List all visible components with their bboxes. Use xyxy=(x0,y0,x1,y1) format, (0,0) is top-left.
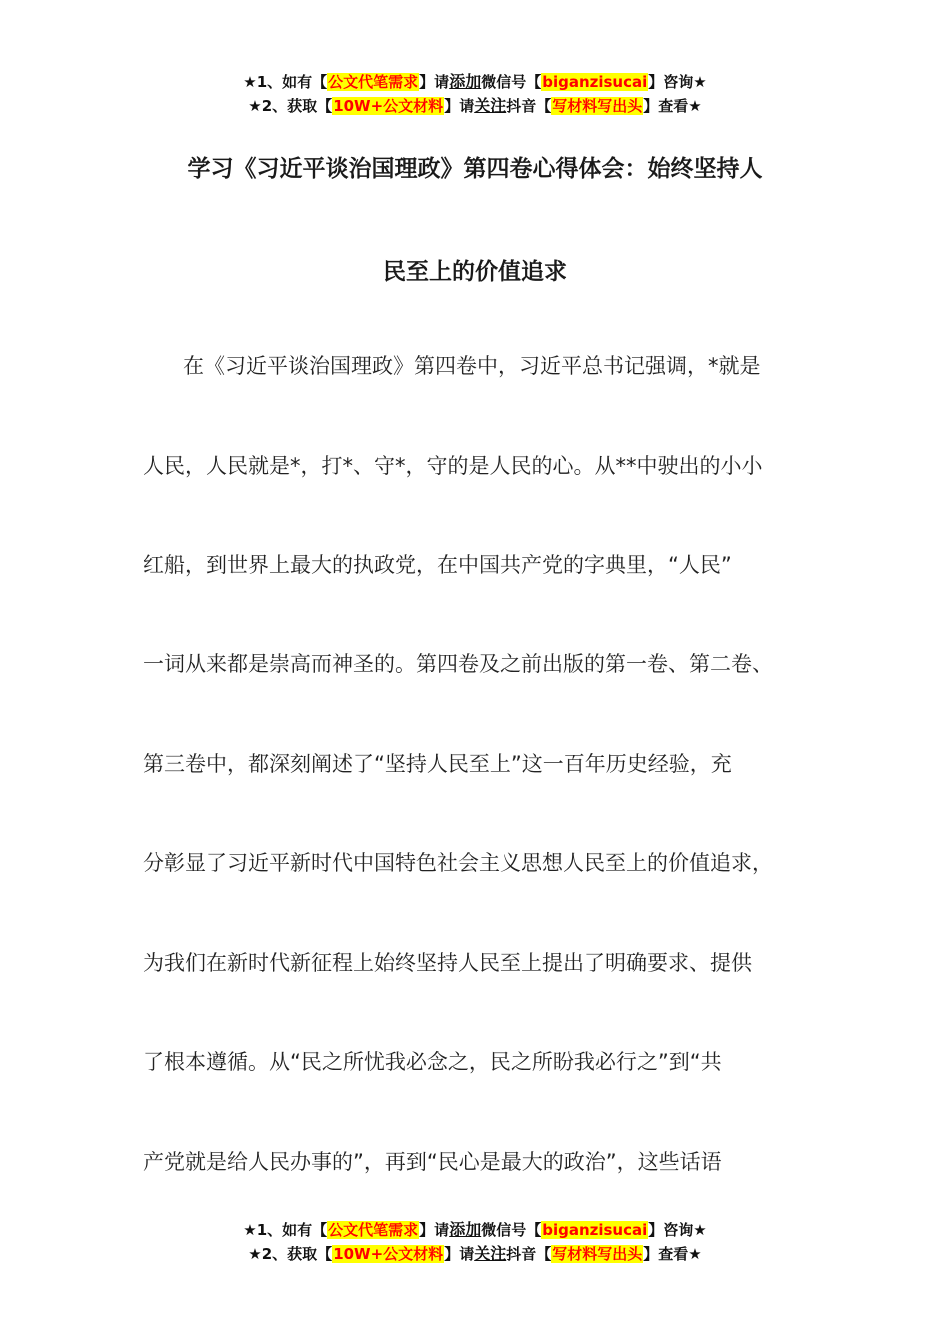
promo-line-2 xyxy=(0,94,950,118)
promo-text: 】请 xyxy=(444,1245,475,1263)
promo-highlight-ghostwriting: 公文代笔需求 xyxy=(328,73,419,91)
promo-text: 】查看★ xyxy=(643,97,702,115)
promo-line-2 xyxy=(0,1242,950,1266)
promo-text: 】咨询★ xyxy=(648,1221,707,1239)
body-line-9: 产党就是给人民办事的”，再到“民心是最大的政治”，这些话语 xyxy=(143,1150,722,1174)
promo-highlight-douyin: 写材料写出头 xyxy=(552,97,643,115)
promo-highlight-wechat-id: biganzisucai xyxy=(542,1221,648,1239)
promo-text: 】请 xyxy=(419,73,450,91)
promo-highlight-wechat-id: biganzisucai xyxy=(542,73,648,91)
promo-emphasis-follow: 关注 xyxy=(474,1244,507,1263)
promo-line-1 xyxy=(0,1218,950,1242)
promo-line-1 xyxy=(0,70,950,94)
promo-highlight-ghostwriting: 公文代笔需求 xyxy=(328,1221,419,1239)
promo-text: ★2、获取【 xyxy=(248,1245,333,1263)
promo-text: 抖音【 xyxy=(506,1245,552,1263)
promo-header-top xyxy=(0,70,950,118)
promo-emphasis-add: 添加 xyxy=(449,1220,482,1239)
promo-text: 】请 xyxy=(444,97,475,115)
promo-text: 抖音【 xyxy=(506,97,552,115)
promo-highlight-douyin: 写材料写出头 xyxy=(552,1245,643,1263)
promo-highlight-materials: 10W+公文材料 xyxy=(333,1245,444,1263)
body-line-1: 在《习近平谈治国理政》第四卷中，习近平总书记强调，*就是 xyxy=(183,354,761,378)
body-line-6: 分彰显了习近平新时代中国特色社会主义思想人民至上的价值追求， xyxy=(143,851,773,875)
body-line-3: 红船，到世界上最大的执政党，在中国共产党的字典里，“人民” xyxy=(143,553,732,577)
document-title-line-1: 学习《习近平谈治国理政》第四卷心得体会：始终坚持人 xyxy=(187,156,763,182)
promo-text: ★2、获取【 xyxy=(248,97,333,115)
promo-text: ★1、如有【 xyxy=(243,73,328,91)
promo-text: 】咨询★ xyxy=(648,73,707,91)
promo-text: 微信号【 xyxy=(481,73,542,91)
body-line-4: 一词从来都是崇高而神圣的。第四卷及之前出版的第一卷、第二卷、 xyxy=(143,652,773,676)
body-line-7: 为我们在新时代新征程上始终坚持人民至上提出了明确要求、提供 xyxy=(143,951,752,975)
promo-text: 】查看★ xyxy=(643,1245,702,1263)
promo-text: 】请 xyxy=(419,1221,450,1239)
promo-text: 微信号【 xyxy=(481,1221,542,1239)
promo-emphasis-add: 添加 xyxy=(449,72,482,91)
body-line-2: 人民，人民就是*，打*、守*，守的是人民的心。从**中驶出的小小 xyxy=(143,454,763,478)
promo-text: ★1、如有【 xyxy=(243,1221,328,1239)
promo-highlight-materials: 10W+公文材料 xyxy=(333,97,444,115)
body-line-5: 第三卷中，都深刻阐述了“坚持人民至上”这一百年历史经验，充 xyxy=(143,752,732,776)
body-line-8: 了根本遵循。从“民之所忧我必念之，民之所盼我必行之”到“共 xyxy=(143,1050,722,1074)
promo-emphasis-follow: 关注 xyxy=(474,96,507,115)
promo-footer-bottom xyxy=(0,1218,950,1266)
document-title-line-2: 民至上的价值追求 xyxy=(383,259,567,285)
